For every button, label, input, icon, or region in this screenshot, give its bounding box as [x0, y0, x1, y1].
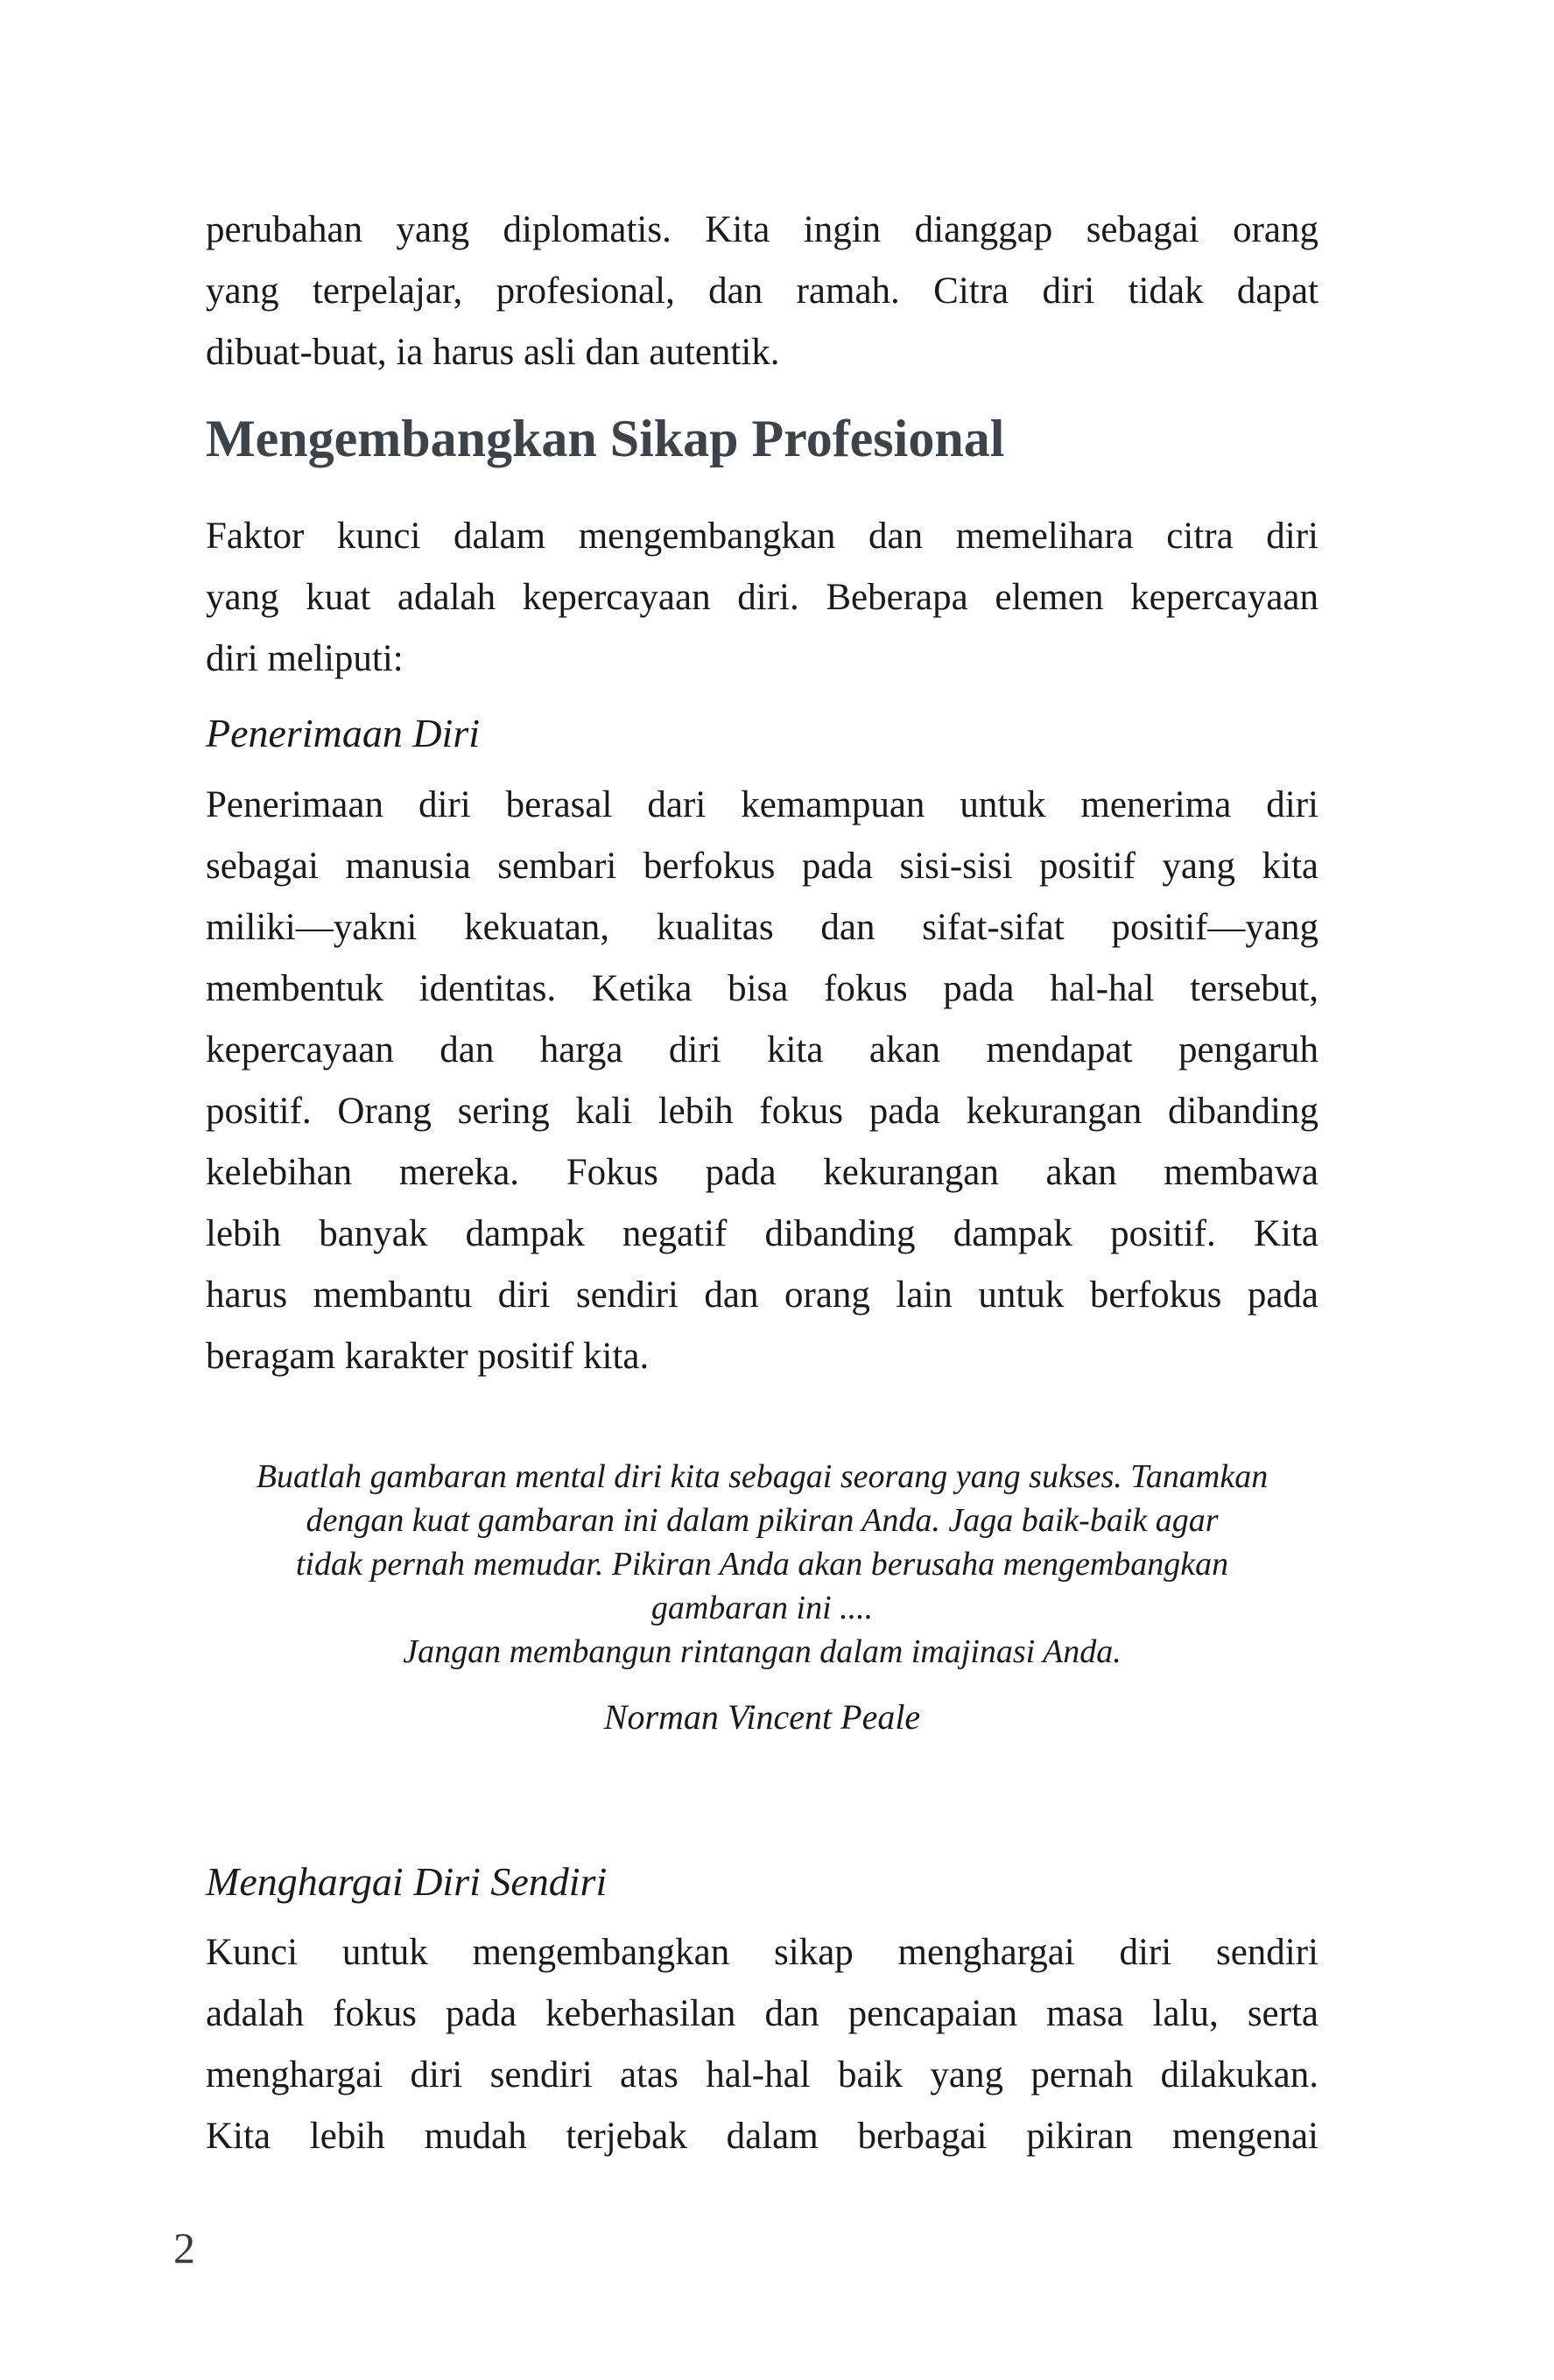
body-paragraph-2: Faktor kunci dalam mengembangkan dan memelihara citra diri yang kuat adalah kepercayaan diri. Beberapa elemen kepercayaan diri meliputi:	[206, 516, 1318, 679]
body-paragraph-4: Kunci untuk mengembangkan sikap menghargai diri sendiri adalah fokus pada keberhasilan dan pencapaian masa lalu, serta menghargai diri sendiri atas hal-hal baik yang pernah dilakukan. Kita lebih mudah terjebak dalam berbagai pikiran mengenai	[206, 1932, 1318, 2157]
subheading-menghargai-diri-sendiri: Menghargai Diri Sendiri	[206, 1859, 608, 1904]
page-number: 2	[173, 2223, 195, 2272]
subheading-penerimaan-diri: Penerimaan Diri	[206, 711, 481, 755]
body-paragraph-3: Penerimaan diri berasal dari kemampuan untuk menerima diri sebagai manusia sembari berfokus pada sisi-sisi positif yang kita miliki—yakni kekuatan, kualitas dan sifat-sifat positif—yang membentuk identitas. Ketika bisa fokus pada hal-hal tersebut, kepercayaan dan harga diri kita akan mendapat pengaruh positif. Orang sering kali lebih fokus pada kekurangan dibanding kelebihan mereka. Fokus pada kekurangan akan membawa lebih banyak dampak negatif dibanding dampak positif. Kita harus membantu diri sendiri dan orang lain untuk berfokus pada beragam karakter positif kita.	[206, 784, 1318, 1377]
quote-attribution: Norman Vincent Peale	[603, 1697, 921, 1737]
section-heading: Mengembangkan Sikap Profesional	[206, 410, 1005, 467]
quote-block: Buatlah gambaran mental diri kita sebagai seorang yang sukses. Tanamkan dengan kuat gambaran ini dalam pikiran Anda. Jaga baik-baik agar tidak pernah memudar. Pikiran Anda akan berusaha mengembangkan gambaran ini .... Jangan membangun rintangan dalam imajinasi Anda.	[256, 1458, 1269, 1670]
body-paragraph-1: perubahan yang diplomatis. Kita ingin dianggap sebagai orang yang terpelajar, profesional, dan ramah. Citra diri tidak dapat dibuat-buat, ia harus asli dan autentik.	[206, 209, 1318, 373]
